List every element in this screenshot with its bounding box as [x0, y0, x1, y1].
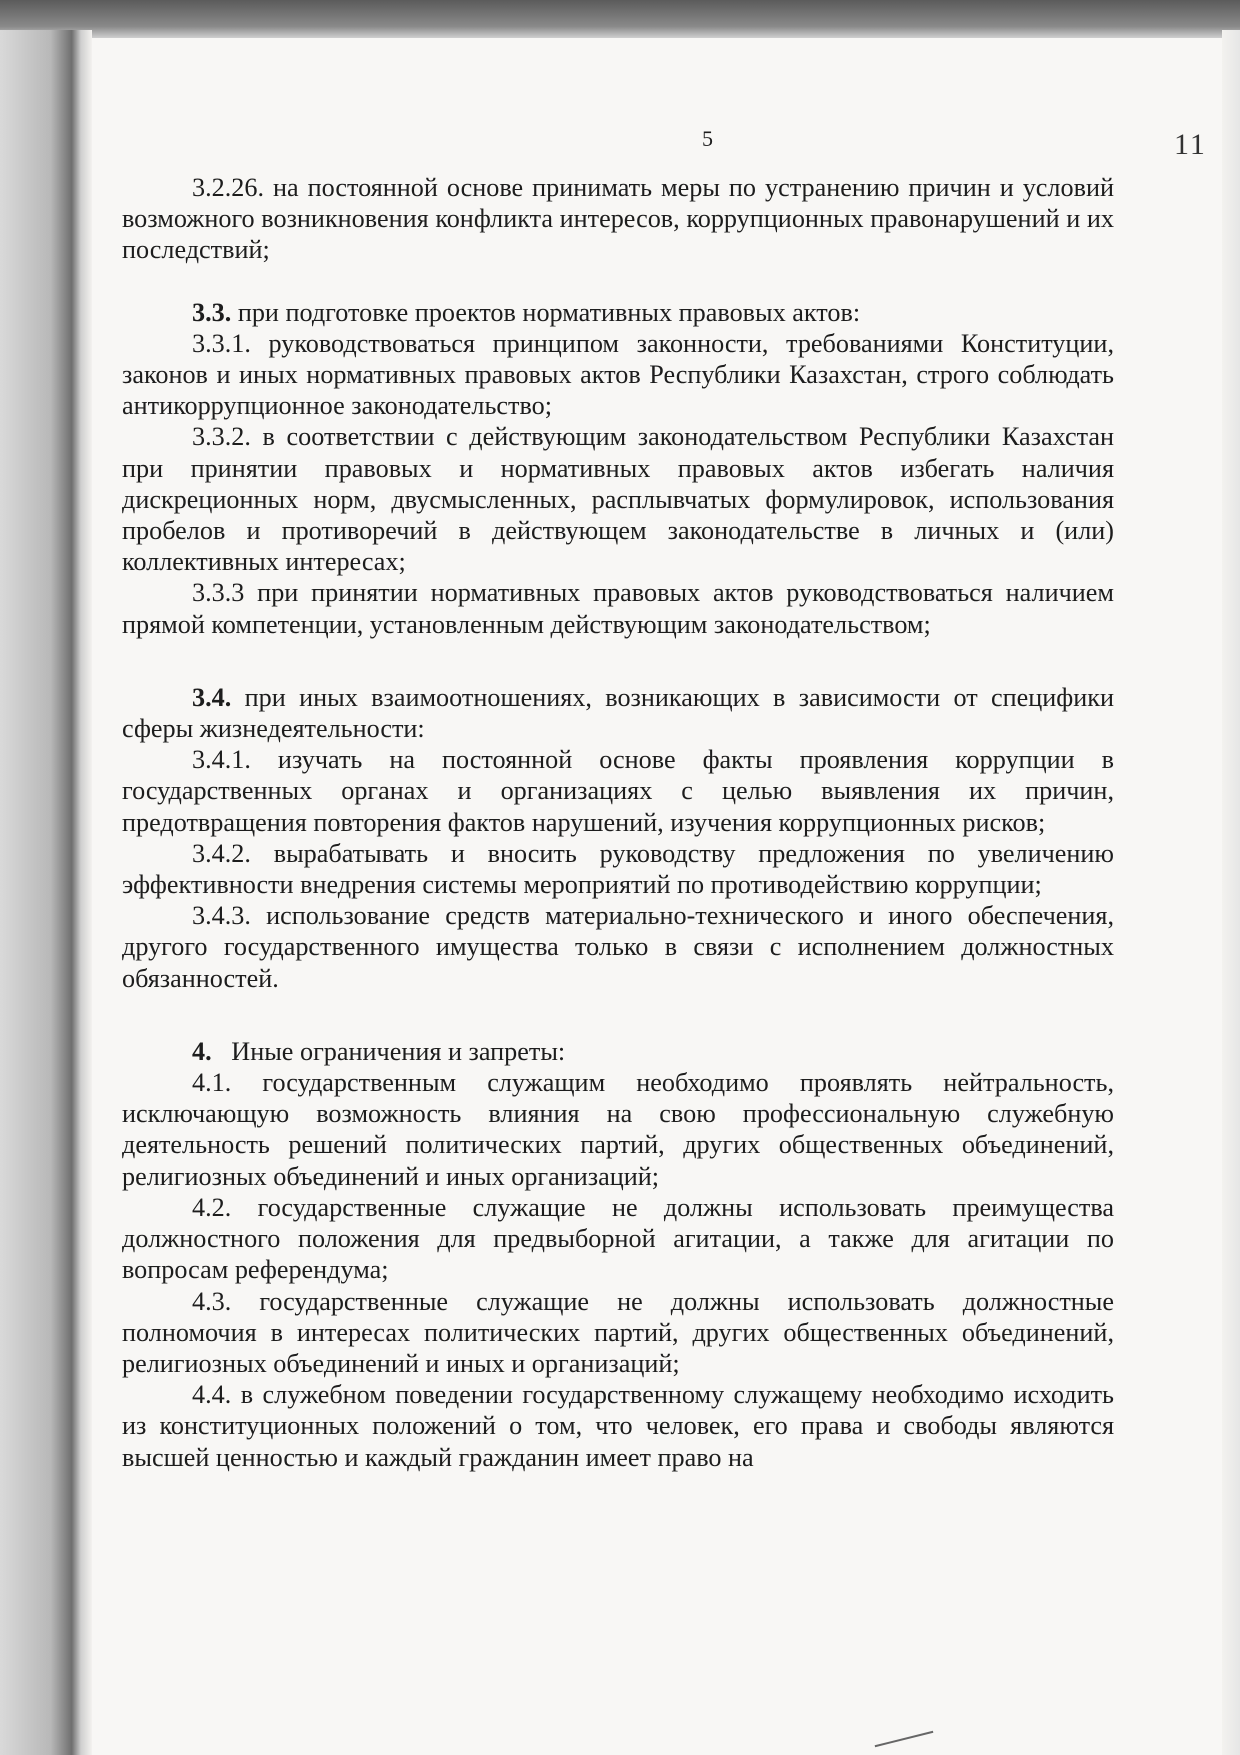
section-number: 3.4.	[192, 682, 232, 712]
page-number: 5	[702, 126, 713, 151]
paragraph: 4.1. государственным служащим необходимо проявлять нейтральность, исключающую возможность влияния на свою профессиональную служебную деятельность решений политических партий, других общественных объединений, религиозных объединений и иных организаций;	[122, 1068, 1114, 1191]
section-heading-3-3: 3.3. при подготовке проектов нормативных правовых актов:	[192, 297, 861, 327]
scan-right-edge	[1222, 30, 1240, 1755]
section-number: 3.3.	[192, 297, 232, 327]
paragraph: 3.3.3 при принятии нормативных правовых актов руководствоваться наличием прямой компетенции, установленным действующим законодательством;	[122, 578, 1114, 639]
paragraph: 3.4.1. изучать на постоянной основе факты проявления коррупции в государственных органах и организациях с целью выявления их причин, предотвращения повторения фактов нарушений, изучения коррупционных рисков;	[122, 745, 1114, 837]
paragraph: 3.3.1. руководствоваться принципом законности, требованиями Конституции, законов и иных нормативных правовых актов Республики Казахстан, строго соблюдать антикоррупционное законодательство;	[122, 328, 1114, 421]
paragraph: 3.3.2. в соответствии с действующим законодательством Республики Казахстан при принятии правовых и нормативных правовых актов избегать наличия дискреционных норм, двусмысленных, расплывчатых формулировок, использования пробелов и противоречий в действующем законодательстве в личных и (или) коллективных интересах;	[122, 422, 1114, 577]
paragraph: 3.4.3. использование средств материально-технического и иного обеспечения, другого государственного имущества только в связи с исполнением должностных обязанностей.	[122, 901, 1114, 993]
section-heading-3-4: 3.4. при иных взаимоотношениях, возникающих в зависимости от специфики сферы жизнедеятельности:	[122, 682, 1114, 744]
document-body	[122, 172, 1114, 1473]
section-heading-4: 4. Иные ограничения и запреты:	[192, 1036, 566, 1066]
scan-top-edge	[0, 0, 1240, 38]
paragraph: 4.3. государственные служащие не должны использовать должностные полномочия в интересах политических партий, других общественных объединений, религиозных объединений и иных и организаций;	[122, 1286, 1114, 1378]
binding-shadow	[0, 30, 92, 1755]
paragraph: 3.2.26. на постоянной основе принимать меры по устранению причин и условий возможного возникновения конфликта интересов, коррупционных правонарушений и их последствий;	[122, 173, 1114, 265]
pen-stroke	[875, 1731, 934, 1747]
paragraph: 4.2. государственные служащие не должны использовать преимущества должностного положения для предвыборной агитации, а также для агитации по вопросам референдума;	[122, 1192, 1114, 1285]
paragraph: 4.4. в служебном поведении государственному служащему необходимо исходить из конституционных положений о том, что человек, его права и свободы являются высшей ценностью и каждый гражданин имеет право на	[122, 1380, 1114, 1472]
paragraph: 3.4.2. вырабатывать и вносить руководству предложения по увеличению эффективности внедрения системы мероприятий по противодействию коррупции;	[122, 838, 1114, 900]
handwritten-page-mark: 11	[1174, 128, 1207, 161]
section-number: 4.	[192, 1036, 212, 1066]
